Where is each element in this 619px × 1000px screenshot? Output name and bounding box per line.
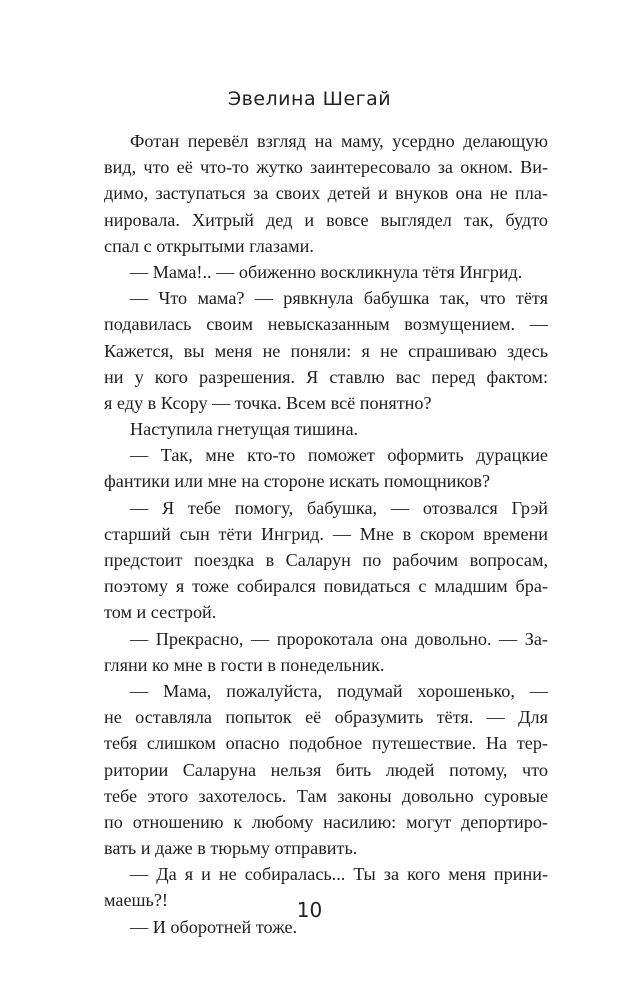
page-number: 10 [296, 898, 323, 922]
text-line: ни у кого разрешения. Я ставлю вас перед фактом: [104, 366, 548, 387]
text-line: вать и даже в тюрьму отправить. [104, 838, 358, 859]
running-header-author: Эвелина Шегай [227, 88, 392, 110]
text-line: Кажется, вы меня не поняли: я не спрашиваю здесь [104, 340, 548, 361]
text-line: — И оборотней тоже. [130, 916, 298, 937]
text-line: подавилась своим невысказанным возмущением. — [104, 314, 548, 335]
text-line: спал с открытыми глазами. [104, 235, 314, 256]
text-line: — Так, мне кто-то поможет оформить дурацкие [130, 445, 548, 466]
text-line: по отношению к любому насилию: могут депортиро- [104, 811, 548, 832]
text-line: димо, заступаться за своих детей и внуков она не пла- [104, 183, 548, 204]
text-line: — Мама, пожалуйста, подумай хорошенько, — [130, 680, 548, 701]
text-line: предстоит поездка в Саларун по рабочим вопросам, [104, 550, 548, 570]
text-line: — Прекрасно, — пророкотала она довольно. — За- [130, 628, 548, 649]
text-line: — Что мама? — рявкнула бабушка так, что тётя [130, 288, 548, 309]
text-line: Фотан перевёл взгляд на маму, усердно делающую [130, 131, 548, 151]
text-line: тебе этого захотелось. Там законы довольно суровые [104, 785, 548, 806]
body-text [104, 128, 548, 940]
text-line: не оставляла попыток её образумить тётя. — Для [104, 707, 548, 728]
text-line: гляни ко мне в гости в понедельник. [104, 654, 385, 675]
text-line: поэтому я тоже собирался повидаться с младшим бра- [104, 576, 548, 597]
text-line: Наступила гнетущая тишина. [130, 419, 359, 440]
text-line: старший сын тёти Ингрид. — Мне в скором времени [104, 523, 548, 544]
text-line: тебя слишком опасно подобное путешествие. На тер- [104, 733, 548, 754]
text-line: — Да я и не собиралась... Ты за кого меня прини- [130, 864, 548, 885]
text-line: маешь?! [104, 890, 168, 911]
text-line: том и сестрой. [104, 602, 217, 623]
text-line: я еду в Ксору — точка. Всем всё понятно? [104, 392, 432, 413]
text-line: ритории Саларуна нельзя бить людей потому, что [104, 759, 548, 780]
text-line: — Я тебе помогу, бабушка, — отозвался Грэй [130, 497, 548, 518]
text-line: — Мама!.. — обиженно воскликнула тётя Ингрид. [130, 261, 523, 282]
text-line: нировала. Хитрый дед и вовсе выглядел так, будто [104, 209, 548, 230]
text-line: фантики или мне на стороне искать помощников? [104, 471, 491, 492]
text-line: вид, что её что-то жутко заинтересовало за окном. Ви- [104, 157, 548, 178]
